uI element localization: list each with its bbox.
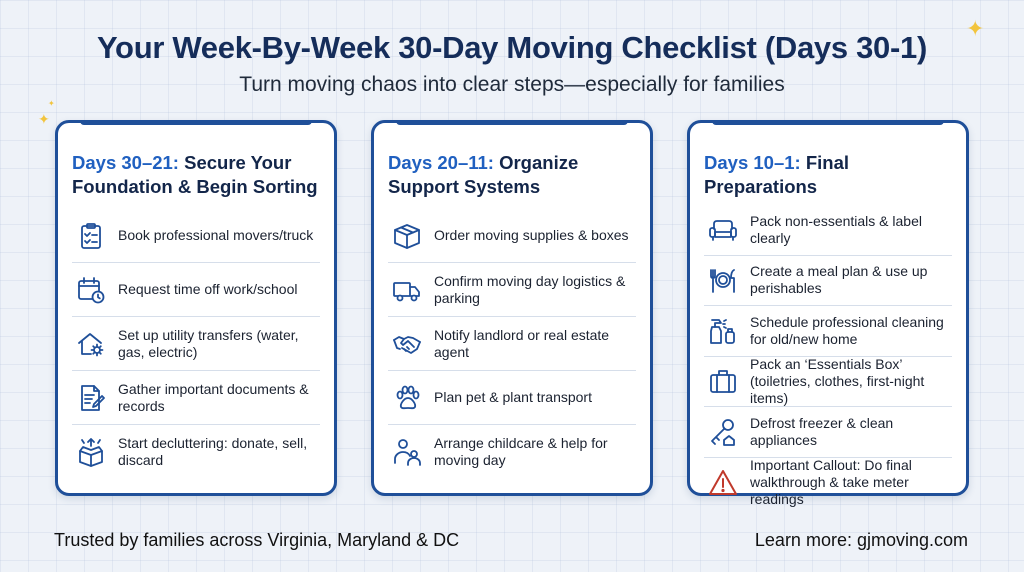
list-item: Gather important documents & records bbox=[72, 371, 320, 425]
handshake-icon bbox=[392, 329, 422, 359]
list-item: Important Callout: Do final walkthrough & take meter readings bbox=[704, 458, 952, 509]
clipboard-icon bbox=[76, 221, 106, 251]
list-item: Pack an ‘Essentials Box’ (toiletries, clothes, first-night items) bbox=[704, 357, 952, 408]
list-item: Schedule professional cleaning for old/new home bbox=[704, 306, 952, 357]
list-item: Arrange childcare & help for moving day bbox=[388, 425, 636, 479]
house-gear-icon bbox=[76, 329, 106, 359]
page-title: Your Week-By-Week 30-Day Moving Checklist (Days 30-1) bbox=[96, 30, 927, 65]
list-item: Plan pet & plant transport bbox=[388, 371, 636, 425]
page-subtitle: Turn moving chaos into clear steps—especially for families bbox=[239, 73, 785, 96]
open-box-icon bbox=[76, 437, 106, 467]
card-title: Days 10–1: Final Preparations bbox=[704, 152, 849, 197]
card-days-20-11 bbox=[371, 120, 653, 496]
truck-icon bbox=[392, 275, 422, 305]
key-house-icon bbox=[708, 417, 738, 447]
list-item: Start decluttering: donate, sell, discard bbox=[72, 425, 320, 479]
list-item: Set up utility transfers (water, gas, electric) bbox=[72, 317, 320, 371]
suitcase-icon bbox=[708, 366, 738, 396]
calendar-clock-icon bbox=[76, 275, 106, 305]
sofa-icon bbox=[708, 215, 738, 245]
list-item: Book professional movers/truck bbox=[72, 209, 320, 263]
sparkle-icon: ✦ bbox=[38, 111, 50, 127]
list-item: Request time off work/school bbox=[72, 263, 320, 317]
list-item: Defrost freezer & clean appliances bbox=[704, 407, 952, 458]
checklist bbox=[72, 209, 320, 479]
card-title: Days 20–11: Organize Support Systems bbox=[388, 152, 579, 197]
document-pen-icon bbox=[76, 383, 106, 413]
paw-icon bbox=[392, 383, 422, 413]
list-item: Order moving supplies & boxes bbox=[388, 209, 636, 263]
box-icon bbox=[392, 221, 422, 251]
list-item: Confirm moving day logistics & parking bbox=[388, 263, 636, 317]
warning-icon bbox=[708, 468, 738, 498]
footer-website-text: Learn more: gjmoving.com bbox=[754, 530, 968, 550]
checklist bbox=[704, 205, 952, 508]
card-title: Days 30–21: Secure Your Foundation & Begin Sorting bbox=[72, 152, 318, 197]
footer-trust-text: Trusted by families across Virginia, Maryland & DC bbox=[54, 530, 460, 550]
checklist bbox=[388, 209, 636, 479]
sparkle-icon: ✦ bbox=[966, 16, 985, 41]
family-icon bbox=[392, 437, 422, 467]
sparkle-icon: ✦ bbox=[48, 99, 55, 108]
list-item: Notify landlord or real estate agent bbox=[388, 317, 636, 371]
plate-utensils-icon bbox=[708, 265, 738, 295]
list-item: Pack non-essentials & label clearly bbox=[704, 205, 952, 256]
list-item: Create a meal plan & use up perishables bbox=[704, 256, 952, 307]
spray-bottle-icon bbox=[708, 316, 738, 346]
card-days-30-21 bbox=[55, 120, 337, 496]
card-days-10-1 bbox=[687, 120, 969, 508]
